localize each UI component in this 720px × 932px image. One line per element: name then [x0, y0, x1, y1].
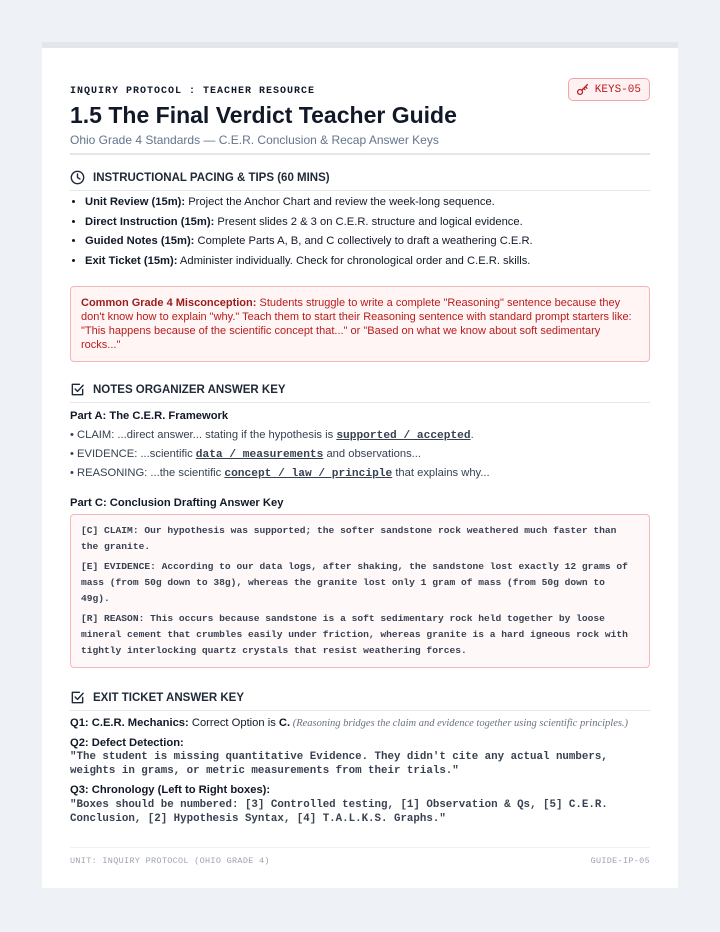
q1-note: (Reasoning bridges the claim and evidence together using scientific principles.)	[290, 718, 629, 729]
q1-option: C.	[278, 717, 291, 729]
footer-unit: UNIT: INQUIRY PROTOCOL (OHIO GRADE 4)	[70, 856, 270, 866]
document-kicker: INQUIRY PROTOCOL : TEACHER RESOURCE	[70, 86, 316, 97]
page-subtitle: Ohio Grade 4 Standards — C.E.R. Conclusion & Recap Answer Keys	[70, 133, 439, 147]
checkbox-icon	[70, 382, 85, 397]
key-line-text: and observations...	[323, 448, 421, 460]
key-line-text: • REASONING: ...the scientific	[70, 467, 225, 479]
q3-label-line	[70, 784, 650, 796]
cer-evidence: [E] EVIDENCE: According to our data logs, after shaking, the sandstone lost exactly 12 grams of mass (from 50g down to 38g), whereas the granite lost only 1 gram of mass (from 50g down to 49g).	[81, 561, 628, 604]
key-icon	[576, 83, 589, 96]
pacing-item-label: Direct Instruction (15m):	[85, 215, 215, 228]
page-title: 1.5 The Final Verdict Teacher Guide	[70, 102, 457, 128]
part-a-title: Part A: The C.E.R. Framework	[70, 410, 229, 422]
pacing-item-text: Project the Anchor Chart and review the week-long sequence.	[185, 196, 495, 208]
key-answer: concept / law / principle	[224, 468, 393, 480]
q3-answer: "Boxes should be numbered: [3] Controlled testing, [1] Observation & Qs, [5] C.E.R. Conclusion, [2] Hypothesis Syntax, [4] T.A.L.K.S. Graphs."	[70, 799, 608, 825]
pacing-section-heading	[70, 170, 650, 191]
resource-badge	[568, 78, 650, 101]
key-line-text: .	[470, 429, 474, 441]
part-c-title: Part C: Conclusion Drafting Answer Key	[70, 497, 284, 509]
header-divider	[70, 153, 650, 155]
q2-label-line	[70, 737, 650, 749]
checkbox-icon	[70, 690, 85, 705]
reasoning-key-line	[70, 467, 490, 480]
badge-label: KEYS-05	[594, 83, 641, 96]
footer-code: GUIDE-IP-05	[590, 856, 650, 866]
list-item	[85, 255, 650, 268]
key-line-text: that explains why...	[392, 467, 490, 479]
pacing-item-text: Complete Parts A, B, and C collectively to draft a weathering C.E.R.	[194, 235, 533, 247]
key-answer: data / measurements	[195, 449, 324, 461]
key-answer: supported / accepted	[336, 430, 471, 442]
notes-heading-label: NOTES ORGANIZER ANSWER KEY	[93, 383, 286, 396]
worksheet-page	[42, 42, 678, 888]
misconception-callout	[70, 286, 650, 362]
cer-answer-box	[70, 514, 650, 668]
exit-heading-label: EXIT TICKET ANSWER KEY	[93, 691, 244, 704]
pacing-item-text: Administer individually. Check for chronological order and C.E.R. skills.	[177, 254, 531, 267]
list-item	[85, 196, 650, 209]
q1-label: Q1: C.E.R. Mechanics:	[70, 717, 189, 729]
pacing-item-label: Guided Notes (15m):	[85, 235, 195, 247]
cer-reason: [R] REASON: This occurs because sandstone is a soft sedimentary rock held together by loose mineral cement that crumbles easily under friction, whereas granite is a hard igneous rock with tightly interlocking quartz crystals that resist weathering forces.	[81, 613, 628, 656]
q1-text: Correct Option is	[188, 717, 279, 729]
pacing-heading-label: INSTRUCTIONAL PACING & TIPS (60 MINS)	[93, 171, 330, 184]
key-line-text: • CLAIM: ...direct answer... stating if the hypothesis is	[70, 429, 337, 441]
misconception-text: Students struggle to write a complete "Reasoning" sentence because they don't know how to explain "why." Teach them to start their Reasoning sentence with standard prompt starters like: "This happens because of the scientific concept that..." or "Based on what we know about soft sedimentary rocks..."	[81, 297, 632, 351]
notes-section-heading	[70, 382, 650, 403]
q1-answer	[70, 717, 650, 729]
pacing-item-text: Present slides 2 & 3 on C.E.R. structure and logical evidence.	[214, 215, 523, 228]
cer-claim: [C] CLAIM: Our hypothesis was supported; the softer sandstone rock weathered much faster than the granite.	[81, 525, 617, 552]
pacing-item-label: Exit Ticket (15m):	[85, 254, 178, 267]
evidence-key-line	[70, 448, 421, 461]
exit-section-heading	[70, 690, 650, 711]
key-line-text: • EVIDENCE: ...scientific	[70, 448, 196, 460]
footer-divider	[70, 847, 650, 848]
pacing-list	[70, 196, 650, 274]
list-item	[85, 235, 650, 248]
q2-label: Q2: Defect Detection:	[70, 737, 184, 749]
clock-icon	[70, 170, 85, 185]
claim-key-line	[70, 429, 474, 442]
q2-answer: "The student is missing quantitative Evidence. They didn't cite any actual numbers, weights in grams, or metric measurements from their trials."	[70, 751, 608, 777]
list-item	[85, 216, 650, 229]
page-footer	[70, 856, 650, 866]
q3-label: Q3: Chronology (Left to Right boxes):	[70, 784, 271, 796]
pacing-item-label: Unit Review (15m):	[85, 196, 186, 208]
misconception-label: Common Grade 4 Misconception:	[81, 297, 257, 309]
